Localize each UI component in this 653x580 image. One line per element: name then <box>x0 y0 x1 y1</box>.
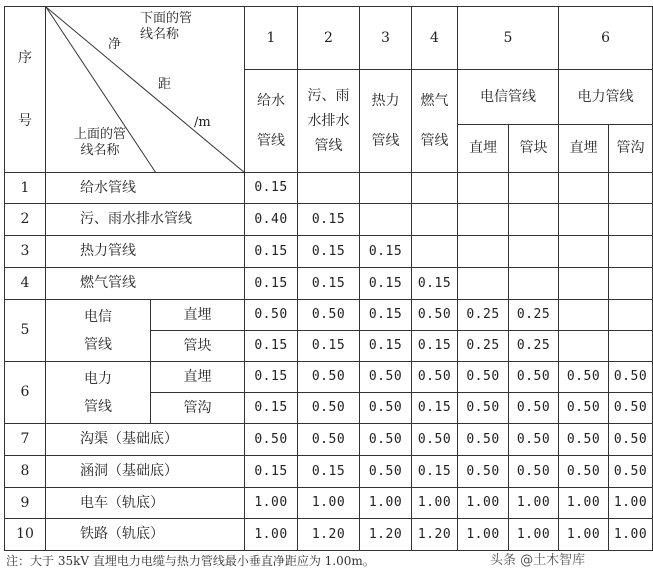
clearance-value: 0.50 <box>245 300 298 331</box>
clearance-value: 0.50 <box>559 456 609 488</box>
clearance-value: 0.50 <box>509 456 559 488</box>
table-row <box>5 424 653 456</box>
clearance-value: 0.50 <box>458 456 509 488</box>
watermark: 头条 @土木智库 <box>490 553 586 568</box>
clearance-value <box>360 204 412 236</box>
clearance-value: 0.25 <box>509 331 559 362</box>
clearance-value: 0.50 <box>360 456 412 488</box>
clearance-value: 1.00 <box>245 488 298 519</box>
row-number: 7 <box>5 424 46 456</box>
clearance-value: 0.50 <box>298 393 360 424</box>
clearance-value: 1.00 <box>559 488 609 519</box>
clearance-value: 0.15 <box>245 173 298 204</box>
clearance-value: 0.50 <box>458 424 509 456</box>
row-number: 8 <box>5 456 46 488</box>
table-row <box>5 300 653 331</box>
row-number: 9 <box>5 488 46 519</box>
clearance-value <box>609 236 653 268</box>
row-number: 6 <box>5 362 46 424</box>
clearance-value <box>509 173 559 204</box>
clearance-value: 0.15 <box>245 331 298 362</box>
clearance-value: 0.50 <box>360 362 412 393</box>
subcol-direct-burial: 直埋 <box>458 125 509 173</box>
subcol-duct-block: 管块 <box>509 125 559 173</box>
subcol-trench: 管沟 <box>609 125 653 173</box>
clearance-value: 0.15 <box>360 268 412 300</box>
row-pipeline-name: 污、雨水排水管线 <box>46 204 245 236</box>
clearance-value <box>559 204 609 236</box>
diag-label-top-right: 下面的管 线名称 <box>140 11 193 42</box>
clearance-value <box>458 173 509 204</box>
col-name-heat: 热力 管线 <box>360 70 412 173</box>
clearance-value: 0.50 <box>298 362 360 393</box>
clearance-value <box>559 300 609 331</box>
clearance-table <box>4 6 653 551</box>
clearance-value: 0.50 <box>360 393 412 424</box>
clearance-value: 0.15 <box>412 331 458 362</box>
clearance-value <box>412 173 458 204</box>
table-body <box>5 7 653 551</box>
clearance-value: 0.15 <box>298 456 360 488</box>
clearance-value: 0.15 <box>298 268 360 300</box>
seq-header-bottom: 号 <box>18 112 32 129</box>
clearance-value: 0.15 <box>412 393 458 424</box>
clearance-value: 1.00 <box>360 488 412 519</box>
table-row <box>5 204 653 236</box>
clearance-value: 1.20 <box>412 519 458 551</box>
clearance-value: 1.00 <box>609 488 653 519</box>
clearance-value <box>509 204 559 236</box>
col-name-water-supply: 给水 管线 <box>245 70 298 173</box>
row-pipeline-name: 给水管线 <box>46 173 245 204</box>
clearance-value: 0.15 <box>298 236 360 268</box>
clearance-value: 0.50 <box>458 393 509 424</box>
header-row-numbers <box>5 7 653 70</box>
row-pipeline-name: 燃气管线 <box>46 268 245 300</box>
clearance-value: 0.15 <box>360 331 412 362</box>
diagonal-header <box>46 7 245 173</box>
clearance-value: 0.50 <box>609 424 653 456</box>
clearance-value <box>559 173 609 204</box>
clearance-value: 0.15 <box>298 331 360 362</box>
footnote: 注：大于 35kV 直埋电力电缆与热力管线最小垂直净距应为 1.00m。 <box>6 554 375 568</box>
clearance-value: 0.15 <box>245 236 298 268</box>
subcol-direct-burial: 直埋 <box>559 125 609 173</box>
row-pipeline-name: 热力管线 <box>46 236 245 268</box>
clearance-value: 0.15 <box>360 300 412 331</box>
clearance-value: 0.25 <box>458 300 509 331</box>
clearance-value: 1.00 <box>245 519 298 551</box>
diag-label-jing: 净 <box>108 37 122 52</box>
clearance-value: 0.50 <box>360 424 412 456</box>
clearance-value: 0.50 <box>412 424 458 456</box>
clearance-value <box>298 173 360 204</box>
clearance-value <box>609 173 653 204</box>
row-number: 5 <box>5 300 46 362</box>
clearance-value <box>559 331 609 362</box>
clearance-value <box>559 236 609 268</box>
clearance-value <box>509 268 559 300</box>
clearance-value: 0.50 <box>559 393 609 424</box>
clearance-value: 1.00 <box>509 488 559 519</box>
clearance-value: 1.00 <box>509 519 559 551</box>
clearance-value: 1.20 <box>360 519 412 551</box>
diag-label-ju: 距 <box>158 77 172 92</box>
clearance-value <box>412 236 458 268</box>
row-pipeline-name: 铁路（轨底） <box>46 519 245 551</box>
clearance-value: 0.40 <box>245 204 298 236</box>
col-number: 5 <box>458 7 559 70</box>
clearance-value: 0.50 <box>298 424 360 456</box>
clearance-value: 0.50 <box>412 300 458 331</box>
clearance-value <box>360 173 412 204</box>
clearance-value: 0.50 <box>609 393 653 424</box>
table-row <box>5 488 653 519</box>
row-number: 3 <box>5 236 46 268</box>
row-number: 4 <box>5 268 46 300</box>
clearance-value: 1.00 <box>298 488 360 519</box>
col-number: 1 <box>245 7 298 70</box>
row-pipeline-name: 电车（轨底） <box>46 488 245 519</box>
clearance-value: 0.25 <box>509 300 559 331</box>
clearance-value <box>609 300 653 331</box>
table-row <box>5 456 653 488</box>
clearance-value <box>609 268 653 300</box>
clearance-value <box>609 331 653 362</box>
diag-label-bottom-left: 上面的管 线名称 <box>74 127 127 158</box>
col-name-power: 电力管线 <box>559 70 653 125</box>
clearance-value <box>559 268 609 300</box>
clearance-value: 0.50 <box>609 456 653 488</box>
clearance-value: 0.15 <box>360 236 412 268</box>
row-subtype: 管沟 <box>151 393 245 424</box>
row-number: 2 <box>5 204 46 236</box>
col-number: 4 <box>412 7 458 70</box>
clearance-value: 0.15 <box>245 362 298 393</box>
clearance-value: 0.25 <box>458 331 509 362</box>
clearance-value: 0.50 <box>559 424 609 456</box>
clearance-value <box>509 236 559 268</box>
clearance-value <box>412 204 458 236</box>
col-name-drainage: 污、雨 水排水 管线 <box>298 70 360 173</box>
row-number: 10 <box>5 519 46 551</box>
clearance-value: 0.15 <box>245 268 298 300</box>
row-subtype: 管块 <box>151 331 245 362</box>
clearance-value: 0.50 <box>245 424 298 456</box>
clearance-value <box>458 236 509 268</box>
col-name-telecom: 电信管线 <box>458 70 559 125</box>
table-row <box>5 519 653 551</box>
clearance-value: 0.15 <box>412 456 458 488</box>
col-number: 6 <box>559 7 653 70</box>
clearance-value: 1.00 <box>412 488 458 519</box>
row-pipeline-name: 电信 管线 <box>46 300 151 362</box>
seq-header <box>5 7 46 173</box>
clearance-value: 0.15 <box>412 268 458 300</box>
clearance-value: 0.50 <box>412 362 458 393</box>
col-number: 3 <box>360 7 412 70</box>
row-subtype: 直埋 <box>151 300 245 331</box>
clearance-value: 1.00 <box>559 519 609 551</box>
table-row <box>5 236 653 268</box>
clearance-value: 0.50 <box>509 424 559 456</box>
clearance-value: 0.15 <box>245 456 298 488</box>
clearance-value <box>458 204 509 236</box>
clearance-value: 0.50 <box>458 362 509 393</box>
row-pipeline-name: 电力 管线 <box>46 362 151 424</box>
row-subtype: 直埋 <box>151 362 245 393</box>
clearance-value: 0.15 <box>245 393 298 424</box>
table-row <box>5 173 653 204</box>
clearance-value: 0.50 <box>509 393 559 424</box>
clearance-value: 0.50 <box>559 362 609 393</box>
clearance-value: 1.20 <box>298 519 360 551</box>
diag-label-unit: /m <box>194 115 211 130</box>
table-row <box>5 362 653 393</box>
table-row <box>5 268 653 300</box>
row-pipeline-name: 沟渠（基础底） <box>46 424 245 456</box>
clearance-value: 1.00 <box>609 519 653 551</box>
row-pipeline-name: 涵洞（基础底） <box>46 456 245 488</box>
clearance-value <box>609 204 653 236</box>
col-name-gas: 燃气 管线 <box>412 70 458 173</box>
clearance-value <box>458 268 509 300</box>
clearance-value: 1.00 <box>458 488 509 519</box>
seq-header-top: 序 <box>18 49 32 66</box>
clearance-value: 0.15 <box>298 204 360 236</box>
clearance-value: 0.50 <box>509 362 559 393</box>
col-number: 2 <box>298 7 360 70</box>
clearance-value: 1.00 <box>458 519 509 551</box>
clearance-value: 0.50 <box>298 300 360 331</box>
row-number: 1 <box>5 173 46 204</box>
clearance-value: 0.50 <box>609 362 653 393</box>
